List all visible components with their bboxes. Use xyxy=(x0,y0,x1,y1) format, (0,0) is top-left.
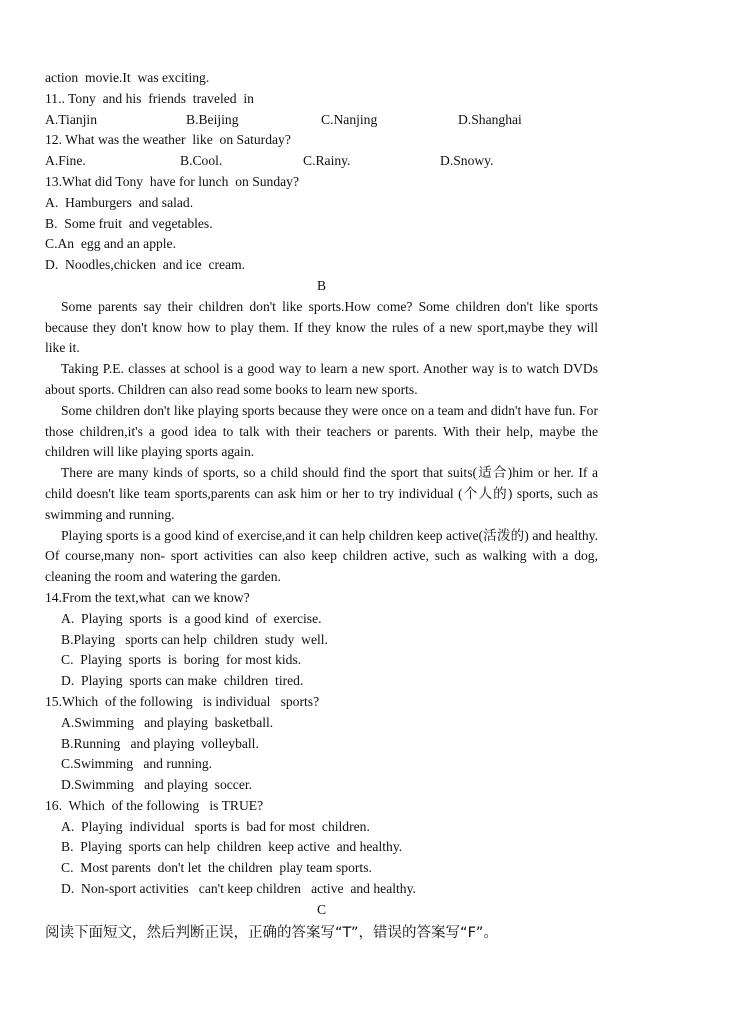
passage-b-paragraph-5: Playing sports is a good kind of exercise,and it can help children keep active(活泼的) and healthy. Of course,many non- sport activities can also keep children active, such as walking with a dog, cleaning the room and watering the garden. xyxy=(45,527,598,585)
option-d: D. Playing sports can make children tired. xyxy=(61,673,304,689)
section-c-instruction: 阅读下面短文，然后判断正误，正确的答案写“T”，错误的答案写“F”。 xyxy=(45,924,498,941)
option-c: C. Playing sports is boring for most kids. xyxy=(61,652,302,668)
question-12-options xyxy=(45,151,598,172)
option-c: C. Most parents don't let the children play team sports. xyxy=(61,860,372,876)
option-a: A.Tianjin xyxy=(45,111,97,127)
option-d: D.Swimming and playing soccer. xyxy=(61,777,253,793)
option-b: B. Playing sports can help children keep active and healthy. xyxy=(61,839,403,855)
option-c: C.Rainy. xyxy=(303,153,351,169)
option-a: A. Playing sports is a good kind of exercise. xyxy=(61,610,322,626)
option-b: B.Beijing xyxy=(186,111,239,127)
option-c: C.Nanjing xyxy=(321,111,378,127)
option-b: B.Cool. xyxy=(180,153,223,169)
option-a: A. Hamburgers and salad. xyxy=(45,194,194,210)
question-11: 11.. Tony and his friends traveled in xyxy=(45,90,254,106)
question-13: 13.What did Tony have for lunch on Sunday? xyxy=(45,173,300,189)
option-b: B.Running and playing volleyball. xyxy=(61,735,259,751)
question-16: 16. Which of the following is TRUE? xyxy=(45,797,264,813)
option-b: B. Some fruit and vegetables. xyxy=(45,215,213,231)
section-c-heading: C xyxy=(316,901,327,917)
option-a: A.Fine. xyxy=(45,153,86,169)
document-page xyxy=(45,68,598,943)
option-c: C.An egg and an apple. xyxy=(45,236,176,252)
option-d: D. Noodles,chicken and ice cream. xyxy=(45,257,246,273)
passage-b-paragraph-3: Some children don't like playing sports because they were once on a team and didn't have fun. For those children,it's a good idea to talk with their teachers or parents. With their help, maybe the children will like playing sports again. xyxy=(45,402,598,460)
passage-a-last-line: action movie.It was exciting. xyxy=(45,70,210,85)
section-b-heading: B xyxy=(316,277,327,293)
option-a: A. Playing individual sports is bad for most children. xyxy=(61,818,370,834)
option-d: D.Snowy. xyxy=(440,153,494,169)
option-a: A.Swimming and playing basketball. xyxy=(61,714,274,730)
option-d: D. Non-sport activities can't keep children active and healthy. xyxy=(61,881,416,897)
question-12: 12. What was the weather like on Saturday? xyxy=(45,132,291,148)
option-c: C.Swimming and running. xyxy=(61,756,213,772)
question-15: 15.Which of the following is individual sports? xyxy=(45,693,320,709)
passage-b-paragraph-4: There are many kinds of sports, so a child should find the sport that suits(适合)him or her. If a child doesn't like team sports,parents can ask him or her to try individual (个人的) sports, such as swimming and running. xyxy=(45,465,598,522)
question-11-options xyxy=(45,110,598,131)
passage-b-paragraph-1: Some parents say their children don't like sports.How come? Some children don't like sports because they don't know how to play them. If they know the rules of a new sport,maybe they will like it. xyxy=(45,298,598,356)
question-14: 14.From the text,what can we know? xyxy=(45,589,250,605)
option-d: D.Shanghai xyxy=(458,111,522,127)
option-b: B.Playing sports can help children study well. xyxy=(61,631,328,647)
passage-b-paragraph-2: Taking P.E. classes at school is a good way to learn a new sport. Another way is to watch DVDs about sports. Children can also read some books to learn new sports. xyxy=(45,361,598,397)
